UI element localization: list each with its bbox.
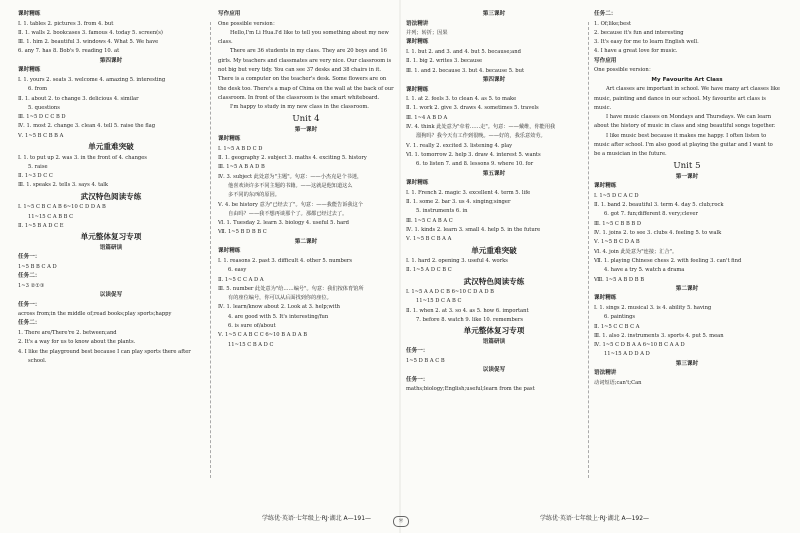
section-label: 课时精练 [406, 39, 429, 46]
answer-line: Ⅰ. 1~5 D C A C D [594, 192, 639, 199]
section-label: 任务一： [18, 301, 41, 308]
answer-line: 2. It's a way for us to know about the plants. [18, 339, 136, 346]
section-label: 任务二： [18, 273, 41, 280]
answer-line: Ⅳ. 1. joins 2. to see 3. clubs 4. feeling 5. to walk [594, 230, 722, 237]
answer-line: 并列；转折；因果 [406, 30, 448, 37]
answer-line: 6. is sure of/about [228, 322, 276, 329]
essay-paragraph: I like music best because it makes me happy. I often listen to music after school. I'm also good at playing the guitar and I want to be a musician in the future. [594, 132, 773, 158]
answer-line: 3. It's easy for me to learn English well. [594, 39, 699, 46]
answer-line: Ⅲ. 1. and 2. because 3. but 4. because 5. but [406, 67, 525, 74]
answer-line: One possible version： [218, 20, 278, 27]
section-heading: 武汉特色阅读专练 [463, 276, 525, 286]
answer-line: 他喜欢读许多不同主题的书籍。——这就是他知道这么 [228, 182, 353, 189]
answer-line: Ⅰ. 1. but 2. and 3. and 4. but 5. because;and [406, 49, 521, 56]
section-label: 任务一： [18, 254, 41, 261]
section-label: 任务二： [594, 11, 617, 17]
answer-line: 有的座位编号，你可以从后面找到你的座位。 [228, 295, 332, 302]
answer-line: Ⅳ. 1. learn/know about 2. Look at 3. help;with [218, 304, 340, 311]
section-heading: 武汉特色阅读专练 [80, 191, 142, 201]
section-heading: 单元重难突破 [471, 245, 517, 255]
footer-right: 学练优·英语·七年级上·RJ·湖北 A—192— [540, 515, 650, 522]
answer-line: 4. are good with 5. It's interesting/fun [228, 313, 329, 320]
answer-line: 11~15 C A B B C [28, 213, 74, 220]
answer-line: 4. have a try 5. watch a drama [604, 267, 685, 274]
answer-line: 11~15 A D D A D [604, 351, 650, 358]
answer-line: 6. paintings [604, 314, 636, 321]
answer-line: 自由吗？——我不想再谈那个了。那都已经过去了。 [228, 210, 348, 217]
answer-line: Ⅲ. 1~5 D C C B D [18, 114, 66, 121]
section-label: 课时精练 [218, 136, 241, 143]
answer-line: Ⅲ. 5. number 此处意为"给……编号"。句意：我们按体育馆所 [218, 285, 364, 292]
answer-line: Ⅶ. 1~5 B D B B C [218, 229, 267, 236]
answer-line: 1. There are/There're 2. between;and [18, 330, 117, 337]
answer-line: Ⅲ. 1~5 C B B B D [594, 220, 642, 227]
answer-line: 2. because it's fun and interesting [594, 29, 684, 36]
answer-line: Ⅳ. 1. kinds 2. learn 3. small 4. help 5. in the future [406, 226, 541, 233]
answer-line: Ⅲ. 1. also 2. instruments 3. sports 4. put 5. mean [594, 332, 724, 339]
section-label: 第三课时 [482, 11, 506, 17]
answer-line: Ⅵ. 4. join 此处意为"连接；汇合"。 [594, 248, 678, 255]
answer-line: Ⅴ. 1~5 C A B C C 6~10 B A D A B [218, 332, 308, 339]
page-badge: Ⓦ [393, 516, 409, 527]
answer-line: Ⅲ. 1~5 A B A D B [218, 164, 265, 171]
answer-line: Ⅴ. 1~5 B C D A B [594, 239, 640, 246]
answer-line: Ⅷ. 1~5 A B D B B [594, 276, 645, 283]
section-label: 写作应用 [594, 57, 617, 64]
answer-line: Ⅱ. 1. geography 2. subject 3. maths 4. exciting 5. history [218, 155, 367, 162]
answer-line: Ⅱ. 1. big 2. writes 3. because [406, 58, 483, 65]
answer-line: Ⅱ. 1. when 2. at 3. so 4. as 5. how 6. important [406, 307, 529, 314]
section-label: 第四课时 [99, 57, 123, 64]
answer-line: 6. any 7. has 8. Bob's 9. reading 10. at [18, 48, 120, 55]
essay-paragraph: I have music classes on Mondays and Thursdays. We can learn about the history of music in class and sing beautiful songs together. [594, 114, 776, 130]
section-label: My Favourite Art Class [651, 76, 723, 83]
answer-line: Ⅱ. 1. band 2. beautiful 3. term 4. day 5. club;rock [594, 202, 724, 209]
essay-paragraph: Art classes are important in school. We have many art classes like music, painting and dance in our school. My favourite art class is music. [594, 86, 780, 111]
answer-line: 1~5 D B A C B [406, 357, 445, 364]
answer-line: Ⅴ. 4. be history 意为"已经去了"。句意：——我能告诉我这个 [218, 201, 363, 208]
section-label: 课时精练 [406, 86, 429, 93]
section-label: 任务二： [18, 320, 41, 327]
column-divider [210, 22, 211, 478]
answer-line: Ⅱ. 1~5 B A D C E [18, 222, 64, 229]
answer-line: Ⅰ. 1~5 A B D C D [218, 145, 263, 152]
answer-line: Ⅰ. 1. sings 2. musical 3. is 4. ability 5. having [594, 304, 712, 311]
answer-line: 6. got 7. fun;different 8. very;clever [604, 211, 698, 218]
footer-left: 学练优·英语·七年级上·RJ·湖北 A—191— [262, 515, 372, 522]
answer-line: maths;biology;English;useful;learn from the past [406, 386, 535, 393]
answer-line: Ⅳ. 4. think 此处意为"牵着……走"。句意：——戴维，你能用我 [406, 124, 556, 131]
section-label: 语法精讲 [594, 370, 617, 377]
answer-line: 6. to listen 7. and 8. lessons 9. where 10. for [416, 161, 534, 168]
answer-line: Ⅰ. 1. hard 2. opening 3. useful 4. works [406, 258, 508, 264]
answer-line: Ⅰ. 1. yours 2. seats 3. welcome 4. amazing 5. interesting [18, 76, 166, 83]
answer-line: Ⅴ. 1~5 B C B B A [18, 132, 64, 139]
answer-line: Ⅲ. 1. him 2. beautiful 3. windows 4. What 5. We have [18, 39, 159, 46]
answer-column-4 [594, 10, 780, 508]
answer-line: Ⅰ. 1. reasons 2. past 3. difficult 4. other 5. numbers [218, 257, 353, 264]
essay-paragraph: There are 36 students in my class. They are 20 boys and 16 girls. My teachers and classmates are very nice. Our classroom is not big but very tidy. You can see 37 desks and 38 chairs in it. There is a computer on the teacher's desk. Some flowers are on the desk too. There's a map of China on the wall at the back of our classroom. In front of the classroom is the smart whiteboard. [218, 48, 394, 101]
answer-line: Ⅲ. 1. speaks 2. tells 3. says 4. talk [18, 182, 109, 189]
section-label: 第五课时 [482, 170, 506, 177]
answer-line: Ⅱ. 1~3 D C C [18, 173, 53, 180]
answer-line: Ⅲ. 1~5 C A B A C [406, 217, 453, 224]
answer-column-1 [18, 10, 204, 508]
page-gutter [399, 0, 401, 533]
answer-line: 多不同的东西的原因。 [228, 192, 280, 199]
answer-column-2 [218, 10, 394, 508]
answer-line: Ⅱ. 1~5 A D C B C [406, 267, 452, 274]
answer-line: Ⅰ. 1. French 2. magic 3. excellent 4. term 5. life [406, 189, 531, 196]
answer-line: Ⅱ. 1. walls 2. bookcases 3. famous 4. today 5. screen(s) [18, 29, 163, 36]
unit-title: Unit 5 [673, 160, 701, 171]
section-heading: 单元整体复习专项 [80, 232, 142, 242]
section-label: 第一课时 [675, 173, 699, 180]
section-heading: 单元整体复习专项 [463, 326, 525, 336]
section-label: 第三课时 [675, 360, 699, 367]
answer-line: Ⅰ. 1. to put up 2. was 3. in the front of 4. changes [18, 154, 147, 161]
answer-line: school. [28, 357, 47, 364]
section-label: 任务一： [406, 376, 429, 383]
answer-line: Ⅶ. 1. playing Chinese chess 2. with feeling 3. can't find [594, 257, 742, 264]
section-label: 课时精练 [594, 295, 617, 302]
answer-line: Ⅴ. 1. really 2. excited 3. listening 4. play [406, 142, 513, 149]
answer-line: 5. raise [28, 163, 48, 170]
answer-line: Ⅰ. 1. at 2. feels 3. to clean 4. as 5. to make [406, 96, 517, 103]
essay-paragraph: I'm happy to study in my new class in the classroom. [230, 104, 369, 111]
answer-line: 4. I have a great love for music. [594, 48, 678, 55]
section-label: 第一课时 [294, 126, 318, 133]
section-label: 以读促写 [482, 367, 506, 374]
section-label: 课时精练 [18, 67, 41, 74]
right-page [402, 10, 800, 508]
section-label: 课时精练 [218, 248, 241, 255]
section-label: 写作应用 [218, 11, 241, 17]
section-label: 语法精讲 [406, 20, 429, 27]
answer-line: across from;in the middle of;read books;play sports;happy [18, 311, 172, 318]
answer-line: Ⅲ. 1~4 A B D A [406, 114, 448, 121]
answer-line: 11~15 C B A D C [228, 341, 274, 348]
answer-line: 1~5 B B C A D [18, 263, 57, 270]
answer-line: Ⅳ. 3. subject 此处意为"主题"。句意：——小杰克是个书迷， [218, 173, 363, 180]
answer-line: Ⅱ. 1. work 2. give 3. draws 4. sometimes 5. travels [406, 105, 539, 112]
answer-line: Ⅳ. 1~5 C D B A A 6~10 B C A A D [594, 342, 685, 349]
essay-paragraph: Hello,I'm Li Hua.I'd like to tell you something about my new class. [218, 29, 389, 46]
answer-line: Ⅱ. 1~5 C C A D A [218, 276, 264, 283]
answer-line: 4. I like the playground best because I can play sports there after [18, 348, 191, 355]
column-divider [588, 22, 589, 478]
answer-line: 6. from [28, 86, 48, 93]
answer-line: 5. instruments 6. in [416, 208, 468, 215]
answer-line: 1. Of;like;best [594, 20, 631, 27]
answer-line: 6. easy [228, 267, 247, 274]
answer-line: 11~15 D C A B C [416, 298, 462, 305]
answer-line: Ⅰ. 1~5 C B C A B 6~10 C D D A B [18, 204, 106, 211]
section-heading: 单元重难突破 [88, 142, 134, 152]
answer-line: Ⅵ. 1. Tuesday 2. learn 3. biology 4. useful 5. hard [218, 220, 349, 227]
section-label: 语篇研读 [99, 244, 123, 251]
unit-title: Unit 4 [292, 113, 320, 124]
answer-line: Ⅴ. 1~5 B C B A A [406, 236, 452, 243]
answer-line: 动词短语;can't;Can [594, 379, 642, 386]
left-page [0, 10, 398, 508]
section-label: 课时精练 [18, 11, 41, 17]
section-label: 第二课时 [294, 238, 318, 245]
section-label: 任务一： [406, 348, 429, 355]
section-label: 课时精练 [594, 183, 617, 190]
answer-line: Ⅰ. 1. tables 2. pictures 3. from 4. but [18, 20, 114, 27]
answer-line: Ⅳ. 1. most 2. change 3. clean 4. tell 5. raise the flag [18, 123, 156, 130]
answer-line: Ⅰ. 1~5 A A D C B 6~10 C D A D B [406, 289, 494, 296]
answer-line: 7. before 8. watch 9. like 10. remembers [416, 316, 524, 323]
section-label: 以读促写 [99, 292, 123, 298]
section-label: 课时精练 [406, 180, 429, 187]
answer-line: 5. questions [28, 104, 60, 111]
answer-line: Ⅵ. 1. tomorrow 2. help 3. draw 4. interest 5. wants [406, 151, 541, 158]
answer-line: Ⅱ. 1. about 2. to change 3. delicious 4. similar [18, 95, 139, 102]
section-label: 第二课时 [675, 285, 699, 292]
section-label: 第四课时 [482, 76, 506, 83]
answer-line: Ⅱ. 1. some 2. bar 3. us 4. singing;singer [406, 199, 511, 206]
answer-line: One possible version： [594, 67, 654, 74]
section-label: 语篇研读 [482, 338, 506, 345]
answer-column-3 [406, 10, 582, 508]
answer-line: Ⅱ. 1~5 C C B C A [594, 323, 640, 330]
answer-line: 溜狗吗？我今天有工作到很晚。——好的，我乐意效劳。 [416, 133, 546, 140]
answer-line: 1~3 ②①③ [18, 282, 45, 289]
